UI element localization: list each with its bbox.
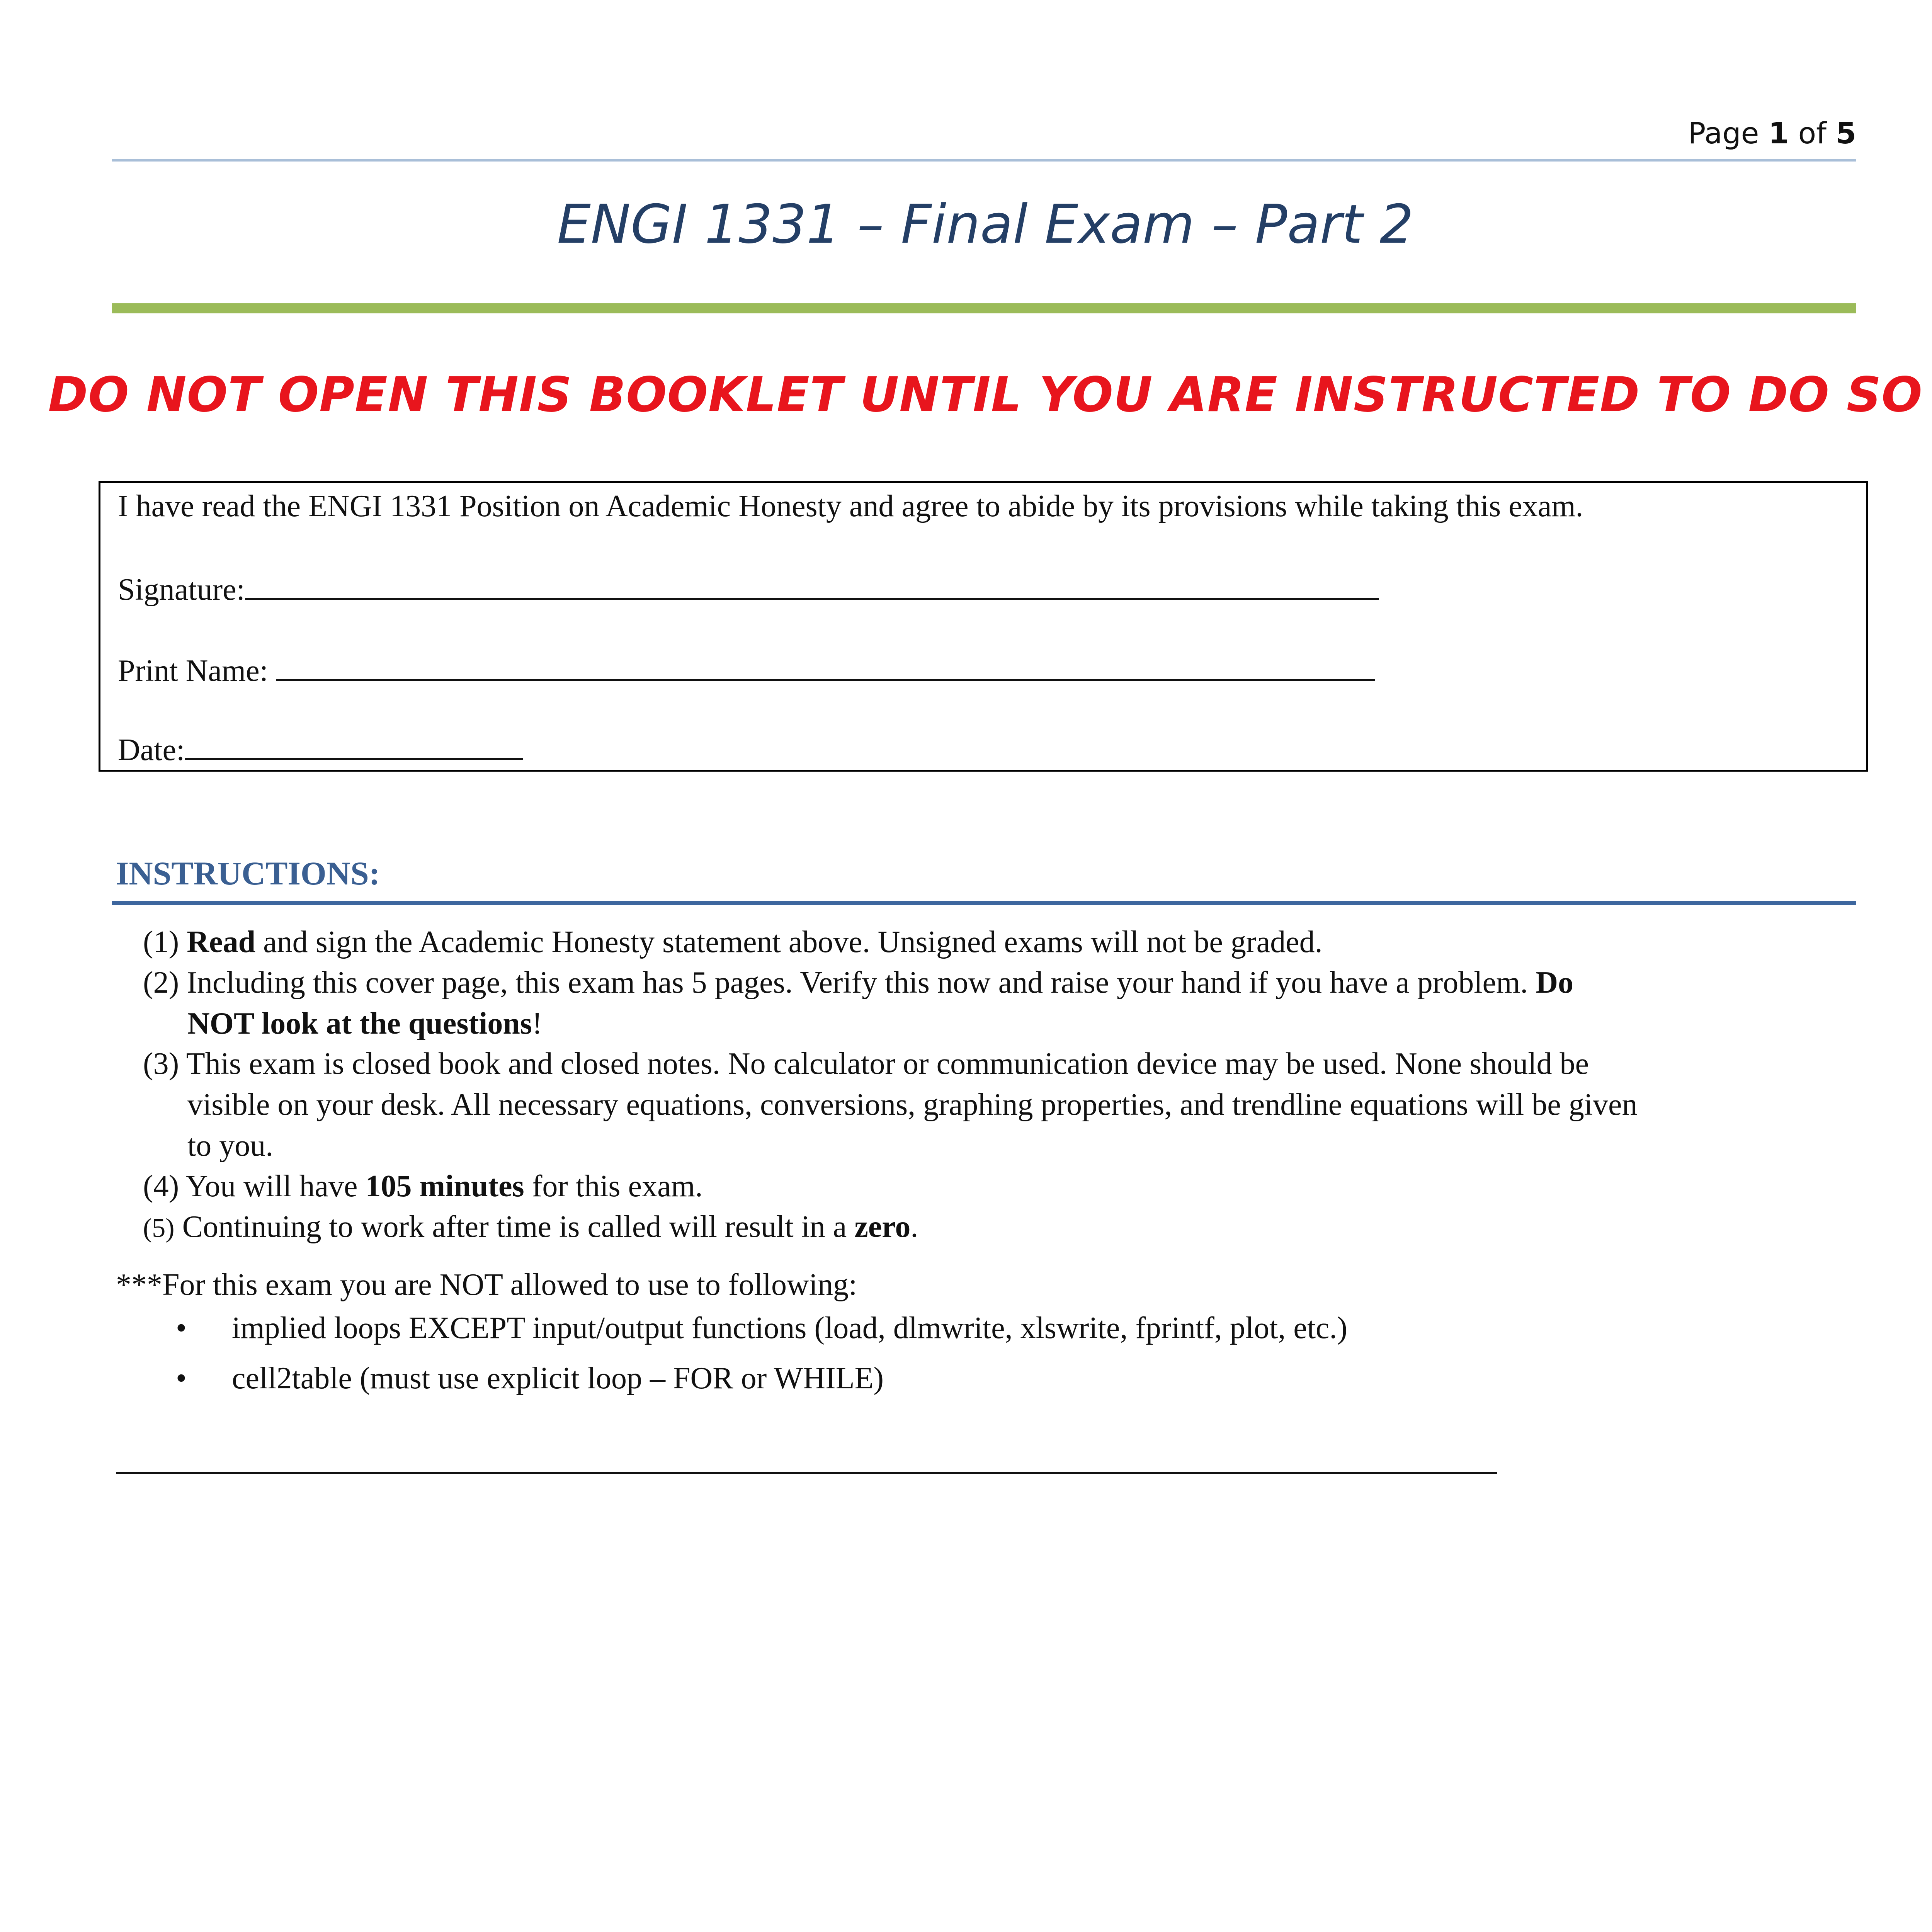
bottom-divider — [116, 1472, 1497, 1474]
honesty-statement: I have read the ENGI 1331 Position on Academic Honesty and agree to abide by its provisions while taking this exam. — [118, 489, 1583, 523]
signature-line[interactable] — [118, 570, 1379, 607]
print-name-line[interactable] — [118, 651, 1375, 689]
date-label: Date: — [118, 733, 185, 767]
instruction-4: (4) You will have 105 minutes for this exam. — [143, 1169, 703, 1203]
academic-honesty-box — [99, 481, 1868, 772]
print-name-label: Print Name: — [118, 654, 268, 688]
instructions-divider — [112, 901, 1856, 905]
bullet-icon: • — [176, 1361, 187, 1395]
signature-label: Signature: — [118, 573, 245, 607]
page-of: of — [1798, 116, 1827, 150]
instructions-heading: INSTRUCTIONS: — [116, 855, 380, 892]
date-line[interactable] — [118, 730, 523, 768]
print-name-field[interactable] — [276, 651, 1375, 681]
restrictions-note: ***For this exam you are NOT allowed to use to following: — [116, 1268, 857, 1302]
page-current: 1 — [1768, 116, 1789, 150]
bullet-icon: • — [176, 1311, 187, 1345]
warning-banner: DO NOT OPEN THIS BOOKLET UNTIL YOU ARE INSTRUCTED TO DO SO — [48, 367, 1923, 423]
page-total: 5 — [1836, 116, 1856, 150]
instruction-5: (5) Continuing to work after time is called will result in a zero. — [143, 1210, 918, 1244]
page-number — [1688, 116, 1856, 150]
page-word: Page — [1688, 116, 1759, 150]
restriction-item: cell2table (must use explicit loop – FOR or WHILE) — [232, 1361, 884, 1395]
signature-field[interactable] — [245, 570, 1379, 600]
instruction-2: (2) Including this cover page, this exam has 5 pages. Verify this now and raise your hand if you have a problem. Do NOT look at the questions! — [143, 966, 1574, 1041]
date-field[interactable] — [185, 730, 523, 760]
title-divider — [112, 303, 1856, 313]
header-divider — [112, 159, 1856, 162]
restriction-item: implied loops EXCEPT input/output functions (load, dlmwrite, xlswrite, fprintf, plot, etc.) — [232, 1311, 1348, 1345]
instruction-1: (1) Read and sign the Academic Honesty statement above. Unsigned exams will not be graded. — [143, 925, 1323, 959]
exam-title: ENGI 1331 – Final Exam – Part 2 — [557, 193, 1414, 255]
instruction-3: (3) This exam is closed book and closed notes. No calculator or communication device may be used. None should be visible on your desk. All necessary equations, conversions, graphing properties, and trendline equations will be given to you. — [143, 1047, 1638, 1163]
